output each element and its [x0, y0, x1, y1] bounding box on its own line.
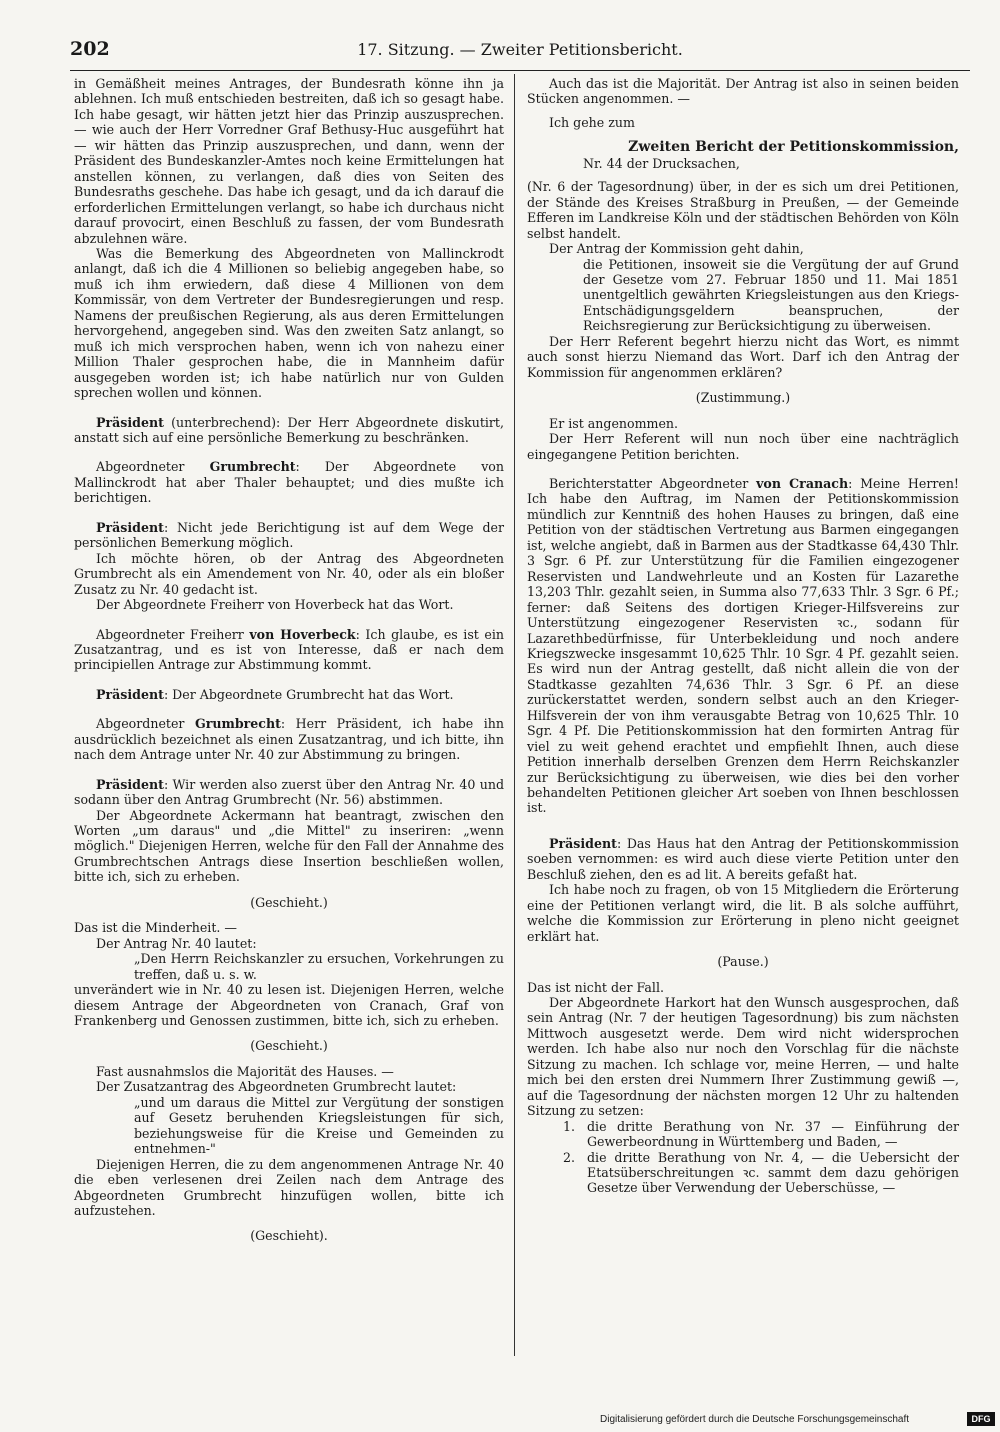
list-number: 2. — [563, 1149, 576, 1165]
stage-direction: (Pause.) — [717, 954, 769, 970]
speech-text: : Wir werden also zuerst über den Antrag Nr. 40 und sodann über den Antrag Grumbrecht (Nr. 56) abstimmen. — [74, 776, 504, 808]
speaker-name: Präsident — [96, 776, 164, 792]
header-rule — [70, 70, 970, 71]
paragraph: Was die Bemerkung des Abgeordneten von Mallinckrodt anlangt, daß ich die 4 Millionen so beliebig angegeben habe, so muß ich ihm erwiedern, daß diese 4 Millionen von dem Kommissär, von dem Vertreter der Bundesregierungen und resp. Namens der preußischen Regierung, als aus deren Ermittelungen hervorgehend, angegeben sind. Was den zweiten Satz anlangt, so muß ich mich versprochen haben, wenn ich von nahezu einer Million Thaler gesprochen habe, die in Mannheim dafür ausgegeben worden ist; ich habe natürlich nur von Gulden sprechen wollen und können. — [74, 245, 504, 401]
list-number: 1. — [563, 1118, 576, 1134]
list-item — [563, 1150, 959, 1196]
paragraph: unverändert wie in Nr. 40 zu lesen ist. Diejenigen Herren, welche diesem Antrage der Abgeordneten von Cranach, Graf von Frankenberg und Genossen zustimmen, bitte ich, sich zu erheben. — [74, 982, 504, 1029]
paragraph: Der Zusatzantrag des Abgeordneten Grumbrecht lautet: — [96, 1079, 457, 1095]
stage-direction: (Geschieht.) — [250, 1038, 328, 1054]
page-number: 202 — [70, 38, 110, 60]
speaker-paragraph — [74, 459, 504, 505]
paragraph: Der Herr Referent will nun noch über eine nachträglich eingegangene Petition berichten. — [527, 431, 959, 462]
speaker-prefix: Abgeordneter Freiherr — [96, 626, 250, 642]
paragraph: Der Abgeordnete Harkort hat den Wunsch ausgesprochen, daß sein Antrag (Nr. 7 der heutigen Tagesordnung) bis zum nächsten Mittwoch ausgesetzt werde. Dem wird nicht widersprochen werden. Ich habe also nur noch den Vorschlag für die nächste Sitzung zu machen. Ich schlage vor, meine Herren, — und halte mich bei den ersten drei Nummern Ihrer Zustimmung gewiß —, auf die Tagesordnung der nächsten morgen 12 Uhr zu haltenden Sitzung zu setzen: — [527, 995, 959, 1119]
speaker-name: Grumbrecht — [209, 459, 296, 475]
stage-direction: (Geschieht). — [250, 1228, 328, 1244]
list-text: die dritte Berathung von Nr. 4, — die Uebersicht der Etatsüberschreitungen ꝛc. sammt dem dazu gehörigen Gesetze über Verwendung der Ueberschüsse, — — [587, 1149, 959, 1196]
speaker-name: Präsident — [96, 519, 164, 535]
speaker-name: Präsident — [96, 686, 164, 702]
right-column — [527, 76, 959, 1196]
speech-text: : Nicht jede Berichtigung ist auf dem Wege der persönlichen Bemerkung möglich. — [74, 519, 504, 551]
paragraph: Das ist nicht der Fall. — [527, 979, 664, 995]
speech-text: : Der Abgeordnete Grumbrecht hat das Wort. — [163, 686, 454, 702]
speaker-prefix: Abgeordneter — [96, 716, 195, 732]
quotation: die Petitionen, insoweit sie die Vergütung der auf Grund der Gesetze vom 27. Februar 1850 und 11. Mai 1851 unentgeltlich gewährten Kriegsleistungen aus den Kriegs-Entschädigungsgeldern beanspruchen, der Reichsregierung zur Berücksichtigung zu überweisen. — [583, 256, 959, 334]
speaker-paragraph — [74, 627, 504, 673]
speaker-prefix: Berichterstatter Abgeordneter — [549, 475, 757, 491]
speaker-name: von Hoverbeck — [249, 626, 356, 642]
speech-text: : Ich glaube, es ist ein Zusatzantrag, und es ist von Interesse, daß er nach dem principiellen Antrage zur Abstimmung kommt. — [74, 626, 504, 673]
stage-direction: (Geschieht.) — [250, 894, 328, 910]
paragraph: Auch das ist die Majorität. Der Antrag ist also in seinen beiden Stücken angenommen. — — [527, 76, 959, 107]
paragraph: Fast ausnahmslos die Majorität des Hauses. — — [96, 1063, 394, 1079]
paragraph: Der Antrag Nr. 40 lautet: — [96, 935, 257, 951]
column-divider — [514, 74, 515, 1356]
dfg-logo: DFG — [967, 1412, 995, 1426]
paragraph: in Gemäßheit meines Antrages, der Bundesrath könne ihn ja ablehnen. Ich muß entschieden bestreiten, daß ich so gesagt habe. Ich habe gesagt, wir hätten jetzt hier das Prinzip auszusprechen. — wie auch der Herr Vorredner Graf Bethusy-Huc ausgeführt hat — wir hätten das Prinzip auszusprechen, und dann, wenn der Präsident des Bundeskanzler-Amtes noch keine Ermittelungen hat anstellen können, zu verlangen, daß dies von Seiten des Bundesraths geschehe. Das habe ich gesagt, und da ich darauf die erforderlichen Ermittelungen verlangt, so habe ich durchaus nicht darauf provocirt, einen Beschluß zu fassen, der vom Bundesrath abzulehnen wäre. — [74, 76, 504, 246]
section-subtitle: Nr. 44 der Drucksachen, — [583, 155, 740, 171]
section-title: Zweiten Bericht der Petitionskommission, — [628, 139, 959, 156]
speech-text: : Der Abgeordnete von Mallinckrodt hat aber Thaler behauptet; und dies mußte ich berichtigen. — [74, 459, 505, 506]
left-column — [74, 76, 504, 1254]
speech-text: : Herr Präsident, ich habe ihn ausdrücklich bezeichnet als einen Zusatzantrag, und ich bitte, ihn nach dem Antrage unter Nr. 40 zur Abstimmung zu bringen. — [74, 716, 504, 763]
paragraph: Er ist angenommen. — [549, 415, 679, 431]
speaker-name: Grumbrecht — [194, 716, 281, 732]
page-header — [70, 38, 970, 68]
speaker-paragraph — [527, 836, 959, 882]
paragraph: Das ist die Minderheit. — — [74, 920, 237, 936]
paragraph: Ich möchte hören, ob der Antrag des Abgeordneten Grumbrecht als ein Amendement von Nr. 40, oder als ein bloßer Zusatz zu Nr. 40 gedacht ist. — [74, 550, 504, 597]
speaker-paragraph — [527, 476, 959, 816]
speaker-name: von Cranach — [756, 475, 849, 491]
paragraph: Der Antrag der Kommission geht dahin, — [549, 241, 804, 257]
speech-text: : Das Haus hat den Antrag der Petitionskommission soeben vernommen: es wird auch diese vierte Petition unter den Beschluß ziehen, den es ad lit. A bereits gefaßt hat. — [527, 835, 959, 882]
quotation: „Den Herrn Reichskanzler zu ersuchen, Vorkehrungen zu treffen, daß u. s. w. — [134, 951, 504, 982]
paragraph: Ich gehe zum — [549, 114, 635, 130]
speaker-paragraph — [74, 716, 504, 762]
paragraph: Der Abgeordnete Freiherr von Hoverbeck hat das Wort. — [96, 597, 454, 613]
paragraph: (Nr. 6 der Tagesordnung) über, in der es sich um drei Petitionen, der Stände des Kreises Straßburg in Preußen, — der Gemeinde Efferen im Landkreise Köln und der städtischen Behörden von Köln selbst handelt. — [527, 179, 959, 241]
speaker-name: Präsident — [549, 835, 617, 851]
list-item — [563, 1119, 959, 1150]
paragraph: Ich habe noch zu fragen, ob von 15 Mitgliedern die Erörterung eine der Petitionen verlangt wird, die lit. B als solche aufführt, welche die Kommission zur Erörterung in pleno nicht geeignet erklärt hat. — [527, 882, 959, 944]
running-title: 17. Sitzung. — Zweiter Petitionsbericht. — [357, 40, 683, 59]
paragraph: Diejenigen Herren, die zu dem angenommenen Antrage Nr. 40 die eben verlesenen drei Zeilen nach dem Antrage des Abgeordneten Grumbrecht hinzufügen wollen, bitte ich aufzustehen. — [74, 1156, 504, 1218]
speaker-paragraph — [74, 687, 504, 702]
paragraph: Der Abgeordnete Ackermann hat beantragt, zwischen den Worten „um daraus" und „die Mittel" zu inseriren: „wenn möglich." Diejenigen Herren, welche für den Fall der Annahme des Grumbrechtschen Antrags diese Insertion beschließen wollen, bitte ich, sich zu erheben. — [74, 807, 504, 885]
speaker-paragraph — [74, 415, 504, 446]
speech-text: : Meine Herren! Ich habe den Auftrag, im Namen der Petitionskommission mündlich zur Kenntniß des hohen Hauses zu bringen, daß eine Petition von der städtischen Vertretung aus Barmen eingegangen ist, welche angiebt, daß in Barmen aus der Stadtkasse 64,430 Thlr. 3 Sgr. 6 Pf. zur Unterstützung für die Familien eingezogener Reservisten und Landwehrleute und an Kosten für Lazarethe 13,203 Thlr. gezahlt seien, in Summa also 77,633 Thlr. 3 Sgr. 6 Pf.; ferner: daß Seitens des dortigen Krieger-Hilfsvereins zur Unterstützung eingezogener Reservisten ꝛc., sodann für Lazarethbedürfnisse, für Unterbekleidung und noch andere Kriegszwecke insgesammt 10,625 Thlr. 10 Sgr. 4 Pf. gezahlt seien. Es wird nun der Antrag gestellt, daß nicht allein die von der Stadtkasse gezahlten 74,636 Thlr. 3 Sgr. 6 Pf. an diese zurückerstattet werden, sondern selbst auch an den Krieger-Hilfsverein der von ihm verausgabte Betrag von 10,625 Thlr. 10 Sgr. 4 Pf. Die Petitionskommission hat den formirten Antrag für viel zu weit gehend erachtet und empfiehlt Ihnen, auch diese Petition innerhalb derselben Grenzen dem Herrn Reichskanzler zur Berücksichtigung zu überweisen, wie dies bei den vorher behandelten Petitionen gleicher Art soeben von Ihnen beschlossen ist. — [527, 475, 959, 816]
speaker-name: Präsident — [96, 414, 164, 430]
speaker-paragraph — [74, 520, 504, 551]
paragraph: Der Herr Referent begehrt hierzu nicht das Wort, es nimmt auch sonst hierzu Niemand das Wort. Darf ich den Antrag der Kommission für angenommen erklären? — [527, 333, 959, 380]
list-text: die dritte Berathung von Nr. 37 — Einführung der Gewerbeordnung in Württemberg und Baden, — — [587, 1118, 959, 1150]
speaker-prefix: Abgeordneter — [96, 459, 210, 475]
speech-text: (unterbrechend): Der Herr Abgeordnete diskutirt, anstatt sich auf eine persönliche Bemerkung zu beschränken. — [74, 414, 504, 445]
digitization-credit: Digitalisierung gefördert durch die Deutsche Forschungsgemeinschaft — [600, 1414, 910, 1425]
speaker-paragraph — [74, 777, 504, 808]
stage-direction: (Zustimmung.) — [695, 390, 791, 406]
quotation: „und um daraus die Mittel zur Vergütung der sonstigen auf Gesetz beruhenden Kriegsleistungen für sich, beziehungsweise für die Kreise und Gemeinden zu entnehmen-" — [134, 1094, 504, 1157]
